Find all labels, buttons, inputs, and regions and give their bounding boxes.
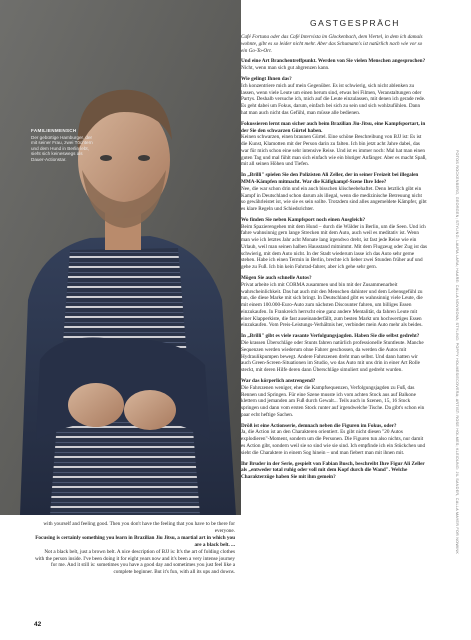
section-title: GASTGESPRÄCH [309,18,401,28]
article-question: Wo finden Sie neben Kampfsport noch einen Ausgleich? [241,216,366,223]
article-answer: Ja, die Action ist an den Charakteren orientiert. Es gibt nicht diesen "20 Autos explodieren"-Moment, sondern um die Personen. Die Figuren tun also nichts, nur damit es Action gibt, sondern weil sie so sind wie sie sind. Ich empfinde ich ein Stückchen und sieht die Charaktere in einem Sog hinein – und man fiebert man mit ihnen mit. [241,429,426,456]
article-question: Dröß ist eine Actionserie, demnach neben die Figuren im Fokus, oder? [241,422,397,429]
left-paragraph: with yourself and feeling good. Then you don't have the feeling that you have to be there for everyone. [43,521,235,534]
article-question: In „Brilli" gibt es viele rasante Verfolgungsjagden. Haben Sie die selbst gedreht? [241,333,420,340]
article-answer: Keinen schwarzen, einen braunen Gürtel. Eine schöne Beschreibung von BJJ ist: Es ist die Kunst, Klamotten mit der Person darin zu falten. Ich bin jetzt acht Jahre dabei, das war für mich schon eine sehr intensive Reise. Und ist es immer noch: Mal hat man einen guten Tag und mal fühlt man sich einfach wie ein blutiger Anfänger. Aber es macht Spaß, mit all seinen Höhen und Tiefen. [241,134,427,168]
article-answer: Ich konzentriere mich auf mein Gegenüber. Es ist schwierig, sich nicht ablenken zu lassen, wenn viele Leute um einen herum sind, etwas bei Filmen, Veranstaltungen oder Partys. Deshalb versuche ich, mich auf die Leute einzulassen, mit denen ich gerade rede. Es geht dabei um Fokus, darum, einfach bei sich zu sein und sich wohlzufühlen. Dann hat man auch nicht das Gefühl, man müsse alle bedienen. [241,82,426,116]
caption-text: Der gebürtige Hamburger, der mit seiner Frau, zwei Töchtern und dem Hund in Berlin lebt, sieht sich keineswegs als Dauer-Actionstar. [31,134,93,162]
article-answer: Beim Spazierengehen mit dem Hund – durch die Wälder in Berlin, um die Seen. Und ich fahre wahnsinnig gern lange Strecken mit dem Auto, auch weil es meditativ ist. Wenn man wie ich letztes Jahr acht Monate lang irgendwo dreht, ist fast jede Reise wie ein Urlaub, weil man seinen halben Hausstand mitnimmt. Mit dem Flugzeug oder Zug ist das schwierig, mit dem Auto nicht. In der Stadt wiederum lasse ich das Auto sehr gerne stehen. Habe ich einen Termin in Berlin, brechte ich lieber zwei Stunden früher auf und gehe zu Fuß. Ich bin kein Fahrrad-fahrer, aber ich gehe sehr gern. [241,223,427,271]
caption-heading: FAMILIENMENSCH [31,128,77,133]
article-question: Und eine Art Branchentreffpunkt. Werden von Sie vielen Menschen angesprochen? [241,58,426,65]
portrait-photo [0,0,241,515]
article-paragraph: Café Fortuna oder das Café Intervista im Glockenbach, dem Viertel, in dem ich damals wohnte, gibt es so leider nicht mehr. Aber das Schumann's ist natürlich nach wie vor so ein Go-To-Ort. [241,34,423,54]
article-answer: Nicht, wenn man sich gut abgrenzen kann. [241,65,330,72]
article-question: Mögen Sie auch schnelle Autos? [241,275,312,282]
left-paragraph: Not a black belt, just a brown belt. A nice description of BJJ is: It's the art of folding clothes with the person inside. I've been doing it for eight years now and it's been a very intense journey for me. And it still is: sometimes you have a good day and sometimes you just feel like a complete beginner. But it's fun, with all its ups and downs. [35,548,235,576]
article-column [241,34,427,485]
article-question: Wie gelingt Ihnen das? [241,76,292,83]
left-text-block [34,521,235,576]
article-answer: Die Fahrszenen weniger, eher die Kampfsequenzen, Verfolgungsjagden zu Fuß, das Rennen und Springen. Für eine Szene musste ich vom achten Stock aus auf Balkone klettern und jemanden am Fuß durch Gewalt... Teils auch in Szenen, 15, 16 Stock springen und dann vom ersten Stock runter auf irgendwelche Tische. Da gibt's schon ein paar echt heftige Sachen. [241,384,425,418]
photo-credit: FOTOS ROCKENBERG, GEORGEN; STYLING: LAURA LARA; HAARE: CALLA NOVIKOVA; STYLING: POPPY HOLMES/ECOVERA; ARTIST: ROSE HOLMES; KLEIDUNG: JIL SANDER, CALLA MAYER FOR NOWINK [455,150,459,555]
article-question: War das körperlich anstrengend? [241,378,316,384]
article-question: Ihr Bruder in der Serie, gespielt von Fabian Busch, beschreibt Ihre Figur Ali Zeller als „entweder total ruhig oder voll mit dem Kopf durch die Wand". Welche Charakterzüge haben Sie mit ihm gemein? [241,460,425,481]
left-question: Focusing is certainly something you learn in Brazilian Jiu Jitsu, a martial art in which you are a black belt. ... [35,534,235,548]
article-answer: Die krassen Überschläge oder Stunts fahren natürlich professionelle Stuntleute. Manche Sequenzen werden wiederum ohne Fahrer geschossen, da werden die Autos mit Hydraulikpumpen bewegt. Andere Fahrszenen dreht man selbst. Und dann hatten wir auch Green-Screen-Situationen im Studio, wo das Auto mit uns drin in einer Art Rolle steckt, mit deren Hilfe deren dann Überschläge simuliert und gedreht wurden. [241,340,424,374]
page-number: 42 [34,621,42,628]
article-question: Fokussieren lernt man sicher auch beim Brazilian Jiu-Jitsu, eine Kampfsportart, in der Sie den schwarzen Gürtel haben. [241,120,426,134]
photo-caption [31,128,97,163]
article-question: In „Brilli" spielen Sie den Polizisten Ali Zeller, der in seiner Freizeit bei illegalen MMA-Kämpfen mitmacht. War die Käfigkampf-Szene Ihre Idee? [241,172,419,185]
article-answer: Nee, die war schon drin und ein auch bisschen klischeebehaftet. Denn letztlich gibt ein Kampf in Deutschland schon darum als illegal, wenn die medizinische Betreuung nicht so gewährleistet ist, wie sie es sein sollte. Trotzdem sind alles angemeldete Kämpfer, gibt es klare Regeln und Schiedsrichter. [241,185,427,212]
article-answer: Privat arbeite ich mit CORMA zusammen und bin mit der Zusammenarbeit wahrscheinlichkeit. Das hat auch mit den Menschen dahinter und dem Lebensgefühl zu tun, die diese Marke mit sich bringt. In Deutschland gibt es wahnsinnig viele Leute, die mit einem 100.000-Euro-Auto zum nächsten Discounter fahren, um billiges Essen einzukaufen. In Frankreich herrscht eine ganz andere Mentalität, da fahren Leute mit einer Klapperkiste, die fast auseinanderfällt, zum besten Markt um hochwertiges Essen einzukaufen. Vom Preis-Leistungs-Verhältnis her, verbindet mein Auto mehr als beides. [241,281,423,329]
